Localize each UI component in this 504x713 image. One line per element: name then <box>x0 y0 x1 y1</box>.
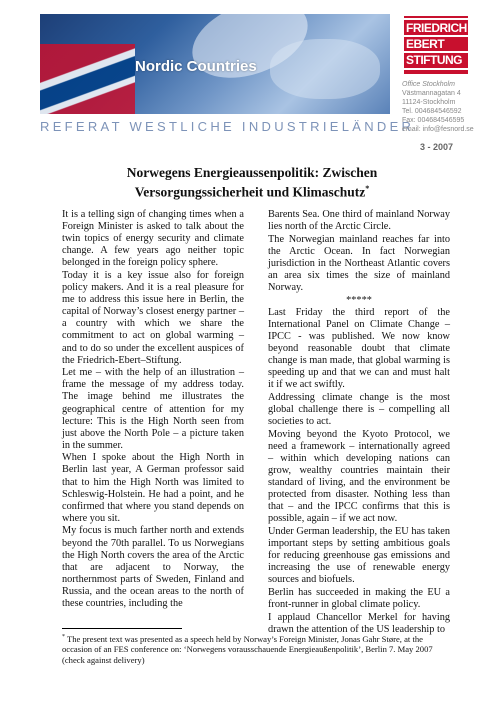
text-column-left <box>62 209 244 611</box>
fes-logo <box>404 16 468 74</box>
nordic-flags-image <box>40 44 135 114</box>
office-name: Office Stockholm <box>402 81 455 88</box>
footnote-mark: * <box>62 634 65 640</box>
paragraph: Last Friday the third report of the International Panel on Climate Change – IPCC - was published. We now know beyond reasonable doubt that climate change is man made, that global warming is speeding up and that we can and must halt it if we act swiftly. <box>268 306 450 391</box>
logo-word: STIFTUNG <box>406 53 462 67</box>
office-address <box>402 80 474 134</box>
paragraph: My focus is much farther north and extends beyond the 70th parallel. To us Norwegians the High North covers the area of the Arctic that are adjacent to Norway, the northernmost parts of Sweden, Finland and Russia, and the ocean areas to the north of these countries, including the <box>62 525 244 609</box>
paragraph: When I spoke about the High North in Berlin last year, A German professor said that to him the High North was limited to Schleswig-Holstein. He had a point, and he confirmed that where you stand depends on where you sit. <box>62 452 244 524</box>
office-city: 11124-Stockholm <box>402 99 456 106</box>
issue-number: 3 - 2007 <box>420 142 454 152</box>
paragraph: Barents Sea. One third of mainland Norway lies north of the Arctic Circle. <box>268 209 450 233</box>
paragraph: Moving beyond the Kyoto Protocol, we need a framework – internationally agreed – within which developing nations can grow, wealthy countries maintain their standard of living, and the environment be protected from disaster. Nothing less than that – and the IPCC confirms that this is possible, again – if we act now. <box>268 428 450 525</box>
article-headline <box>62 165 442 201</box>
footnote-text: The present text was presented as a speech held by Norway’s Foreign Minister, Jonas Gahr Støre, at the occasion of an FES conference on: ‘Norwegens vorausschauende Energieaußenpolitik’, Berlin 7. May 2007 (check against delivery) <box>62 633 433 665</box>
paragraph: Addressing climate change is the most global challenge there is – compelling all societies to act. <box>268 391 450 428</box>
banner-subtitle: REFERAT WESTLICHE INDUSTRIELÄNDER <box>40 119 415 134</box>
paragraph: Today it is a key issue also for foreign policy makers. And it is a real pleasure for me to address this issue here in Berlin, the capital of Norway’s closest energy partner – a country with which we share the commitment to act on global warming – and to do so under the excellent auspices of the Friedrich-Ebert–Stiftung. <box>62 269 244 366</box>
office-fax: Fax: 004684546595 <box>402 117 465 124</box>
paragraph: Let me – with the help of an illustration – frame the message of my address today. The image behind me illustrates the geographical centre of attention for my lecture: This is the High North seen from just above the North Pole – a picture taken in the summer. <box>62 367 244 451</box>
text-column-right <box>268 209 450 636</box>
footnote-divider <box>62 628 182 629</box>
paragraph: Under German leadership, the EU has taken important steps by setting ambitious goals for reducing greenhouse gas emissions and increasing the use of renewable energy sources and biofuels. <box>268 525 450 586</box>
map-landmass <box>270 39 380 99</box>
headline-text: Norwegens Energieaussenpolitik: Zwischen Versorgungssicherheit und Klimaschutz <box>126 165 378 200</box>
headline-footnote-mark: * <box>365 184 370 193</box>
paragraph: It is a telling sign of changing times when a Foreign Minister is asked to talk about the twin topics of energy security and climate change. A few years ago neither topic belonged in the foreign policy sphere. <box>62 209 244 269</box>
header-banner <box>40 14 390 114</box>
office-street: Västmannagatan 4 <box>402 90 461 97</box>
paragraph: The Norwegian mainland reaches far into the Arctic Ocean. In fact Norwegian jurisdiction in the Northeast Atlantic covers an area six times the size of mainland Norway. <box>268 233 450 294</box>
paragraph: I applaud Chancellor Merkel for having drawn the attention of the US leadership to <box>268 611 450 635</box>
logo-word: FRIEDRICH <box>406 21 467 35</box>
office-tel: Tel. 004684546592 <box>402 108 462 115</box>
paragraph: Berlin has succeeded in making the EU a front-runner in global climate policy. <box>268 586 450 610</box>
footnote <box>62 632 442 665</box>
section-separator: ***** <box>346 294 372 306</box>
banner-title: Nordic Countries <box>135 58 257 75</box>
logo-word: EBERT <box>406 37 445 51</box>
office-email[interactable]: email: info@fesnord.se <box>402 126 474 133</box>
